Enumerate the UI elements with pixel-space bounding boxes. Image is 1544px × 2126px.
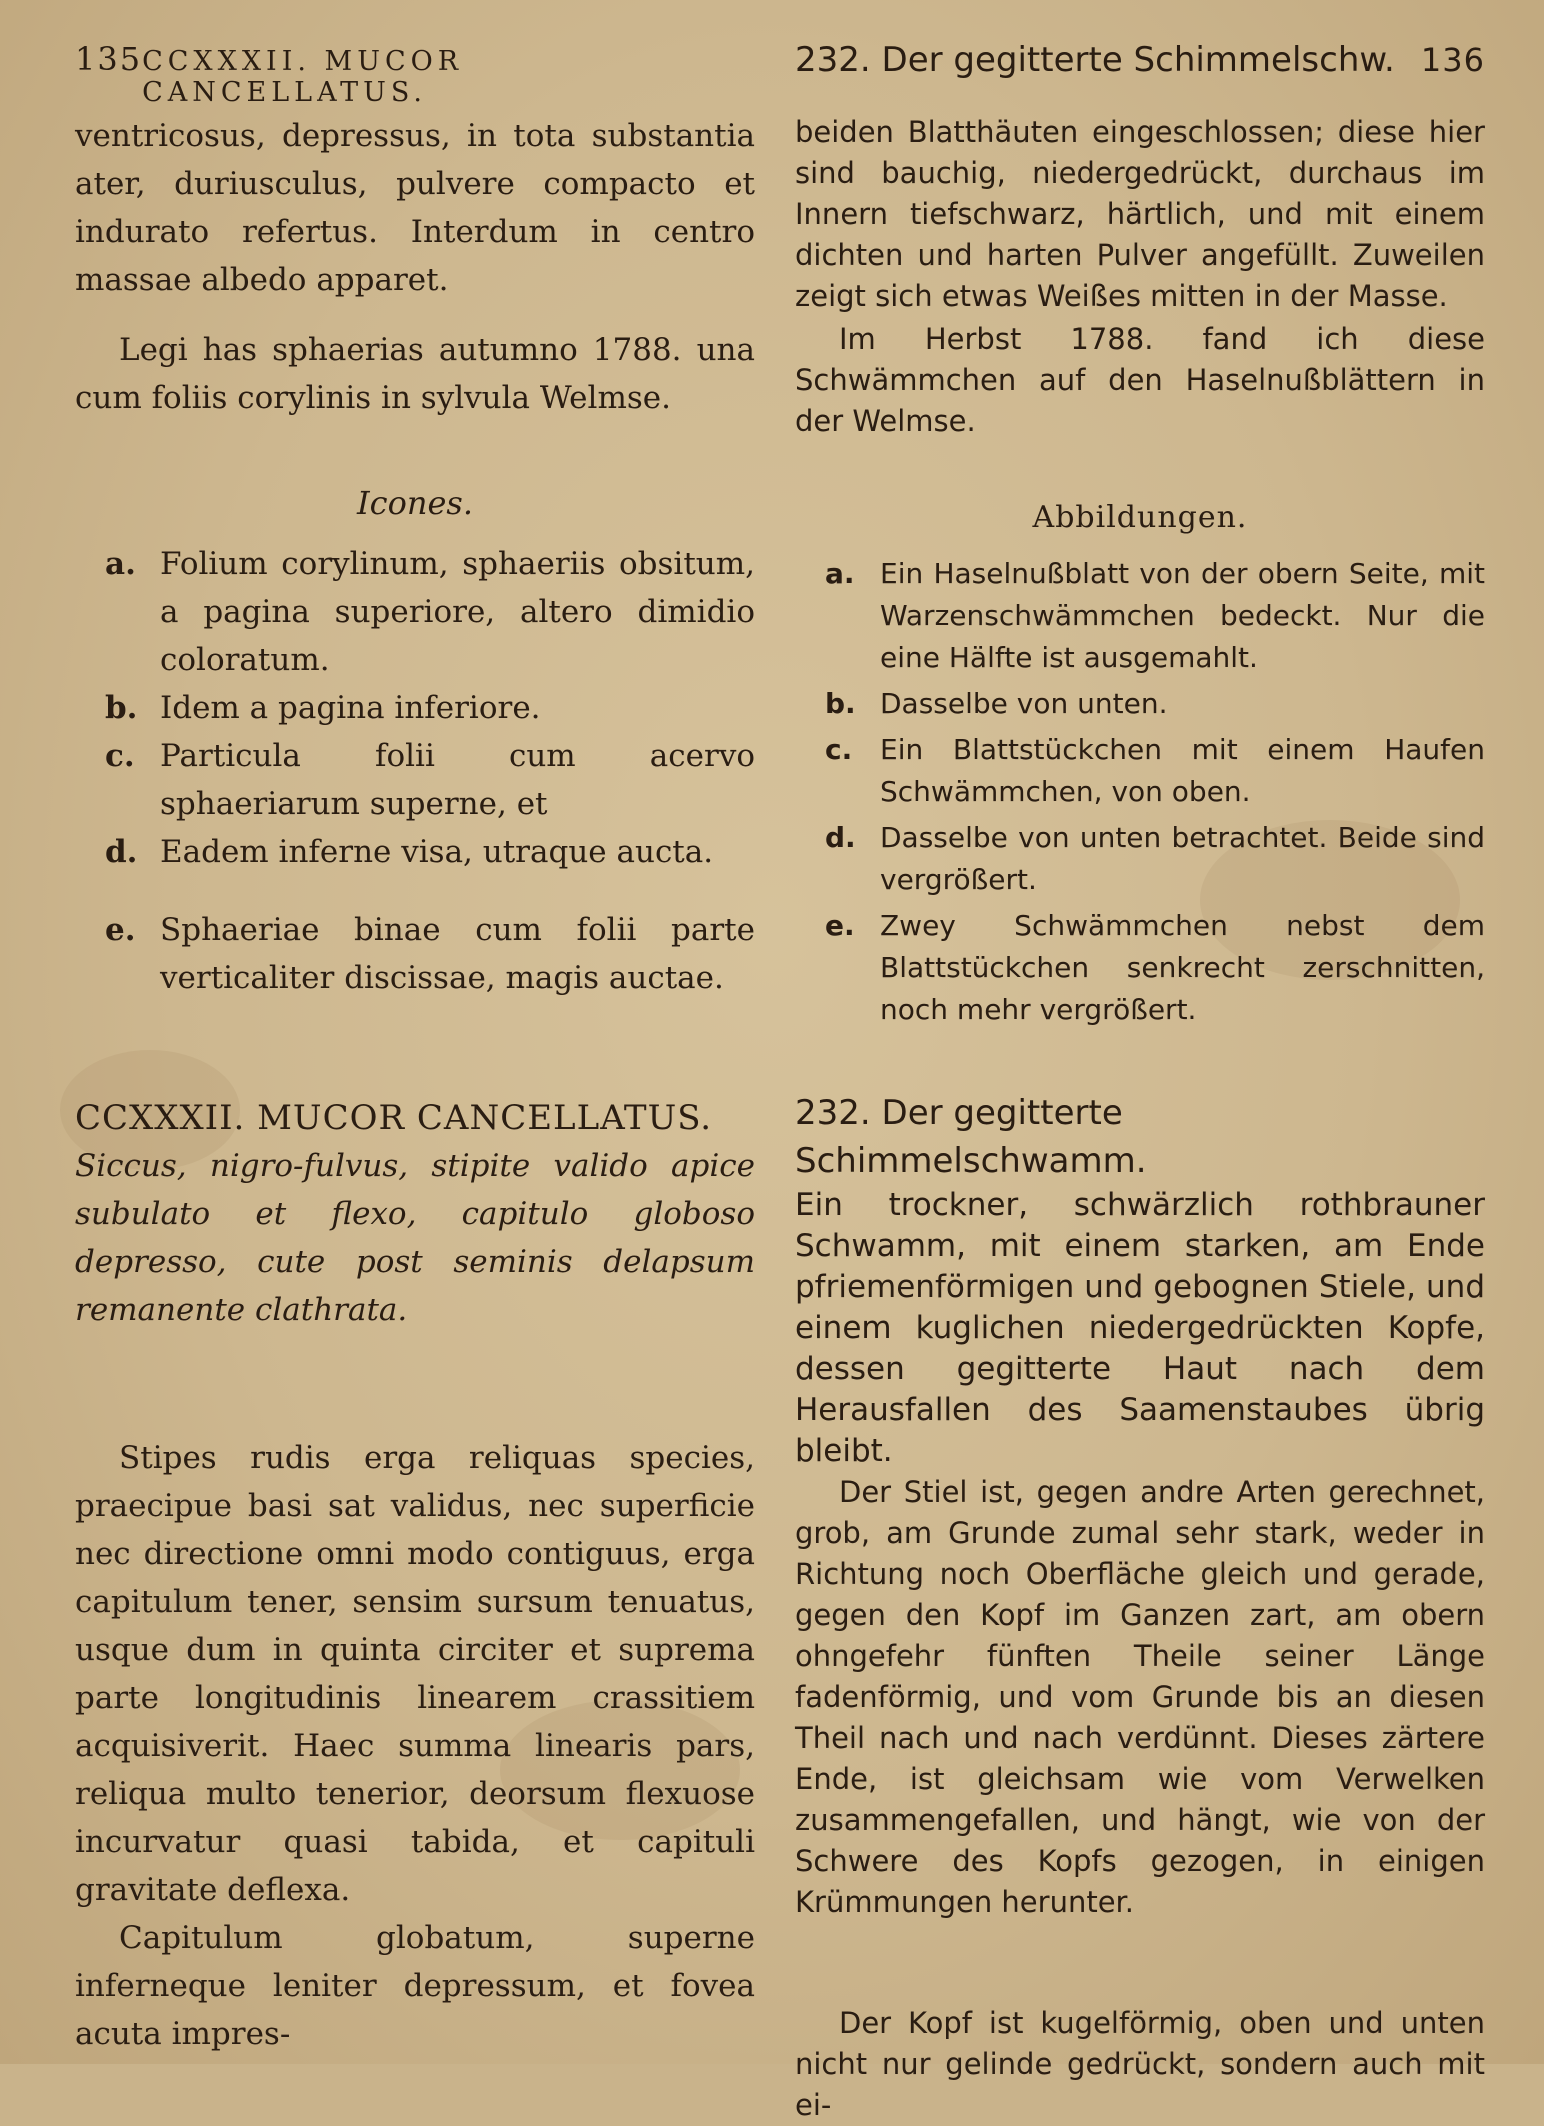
icon-item-b	[795, 683, 1485, 725]
icon-text: Ein Blattstückchen mit einem Haufen Schwämmchen, von oben.	[880, 733, 1485, 808]
left-page	[75, 40, 755, 2058]
icon-item-d	[795, 817, 1485, 901]
icon-text: Dasselbe von unten.	[880, 687, 1168, 720]
icon-item-e	[795, 905, 1485, 1031]
icon-item-a	[75, 540, 755, 684]
icon-letter: b.	[105, 690, 138, 726]
icon-item-e	[75, 906, 755, 1002]
page-number: 135	[75, 40, 143, 78]
icons-list	[795, 553, 1485, 1031]
icon-item-d	[75, 828, 755, 876]
icon-letter: b.	[825, 687, 856, 720]
page-number: 136	[1420, 41, 1485, 79]
intro-text: beiden Blatthäuten eingeschlossen; diese hier sind bauchig, niedergedrückt, durchaus im Innern tiefschwarz, härtlich, und mit einem dichten und harten Pulver angefüllt. Zuweilen zeigt sich etwas Weißes mitten in der Masse.	[795, 115, 1485, 313]
collection-text: Legi has sphaerias autumno 1788. una cum foliis corylinis in sylvula Welmse.	[75, 332, 755, 416]
icon-text: Zwey Schwämmchen nebst dem Blattstückchen senkrecht zerschnitten, noch mehr vergrößert.	[880, 909, 1485, 1026]
icon-letter: d.	[825, 821, 856, 854]
icon-letter: c.	[105, 738, 135, 774]
stipes-paragraph: Stipes rudis erga reliquas species, praecipue basi sat validus, nec superficie nec directione omni modo contiguus, erga capitulum tener, sensim sursum tenuatus, usque dum in quinta circiter et suprema parte longitudinis linearem crassitiem acquisiverit. Haec summa linearis pars, reliqua multo tenerior, deorsum flexuose incurvatur quasi tabida, et capituli gravitate deflexa.	[75, 1440, 755, 1908]
collection-text: Im Herbst 1788. fand ich diese Schwämmchen auf den Haselnußblättern in der Welmse.	[795, 322, 1485, 438]
icon-text: Particula folii cum acervo sphaeriarum superne, et	[160, 738, 755, 822]
icon-text: Dasselbe von unten betrachtet. Beide sind vergrößert.	[880, 821, 1485, 896]
icon-item-c	[75, 732, 755, 828]
diagnosis: Siccus, nigro-fulvus, stipite valido apice subulato et flexo, capitulo globoso depresso, cute post seminis delapsum remanente clathrata.	[75, 1148, 755, 1328]
icon-letter: c.	[825, 733, 853, 766]
diagnosis: Ein trockner, schwärzlich rothbrauner Schwamm, mit einem starken, am Ende pfriemenförmigen und gebognen Stiele, und einem kuglichen niedergedrückten Kopfe, dessen gegitterte Haut nach dem Herausfallen des Saamenstaubes übrig bleibt.	[795, 1187, 1485, 1469]
icon-letter: a.	[825, 557, 855, 590]
icon-letter: a.	[105, 546, 136, 582]
right-page	[795, 40, 1485, 2126]
capitulum-paragraph: Der Kopf ist kugelförmig, oben und unten nicht nur gelinde gedrückt, sondern auch mit ei-	[795, 2006, 1485, 2122]
icons-heading: Icones.	[357, 484, 473, 522]
icon-item-b	[75, 684, 755, 732]
icon-text: Sphaeriae binae cum folii parte verticaliter discissae, magis auctae.	[160, 912, 755, 996]
icon-text: Eadem inferne visa, utraque aucta.	[160, 834, 714, 870]
icon-letter: e.	[105, 912, 136, 948]
icons-list	[75, 540, 755, 1002]
running-title: CCXXXII. MUCOR CANCELLATUS.	[142, 46, 464, 108]
icon-item-a	[795, 553, 1485, 679]
running-head	[795, 40, 1485, 100]
running-head	[75, 40, 755, 108]
icon-item-c	[795, 729, 1485, 813]
species-title: CCXXXII. MUCOR CANCELLATUS.	[75, 1098, 713, 1138]
species-title: 232. Der gegitterte Schimmelschwamm.	[795, 1093, 1147, 1181]
icon-text: Folium corylinum, sphaeriis obsitum, a pagina superiore, altero dimidio coloratum.	[160, 546, 755, 678]
intro-text: ventricosus, depressus, in tota substantia ater, duriusculus, pulvere compacto et indurato refertus. Interdum in centro massae albedo apparet.	[75, 118, 755, 298]
icon-letter: d.	[105, 834, 138, 870]
stipes-paragraph: Der Stiel ist, gegen andre Arten gerechnet, grob, am Grunde zumal sehr stark, weder in Richtung noch Oberfläche gleich und gerade, gegen den Kopf im Ganzen zart, am obern ohngefehr fünften Theile seiner Länge fadenförmig, und vom Grunde bis an diesen Theil nach und nach verdünnt. Dieses zärtere Ende, ist gleichsam wie vom Verwelken zusammengefallen, und hängt, wie von der Schwere des Kopfs gezogen, in einigen Krümmungen herunter.	[795, 1475, 1485, 1919]
icons-heading: Abbildungen.	[1032, 500, 1248, 535]
icon-text: Ein Haselnußblatt von der obern Seite, mit Warzenschwämmchen bedeckt. Nur die eine Hälfte ist ausgemahlt.	[880, 557, 1485, 674]
icon-letter: e.	[825, 909, 855, 942]
running-title: 232. Der gegitterte Schimmelschw.	[795, 40, 1395, 80]
icon-text: Idem a pagina inferiore.	[160, 690, 541, 726]
capitulum-paragraph: Capitulum globatum, superne inferneque leniter depressum, et fovea acuta impres-	[75, 1920, 755, 2052]
